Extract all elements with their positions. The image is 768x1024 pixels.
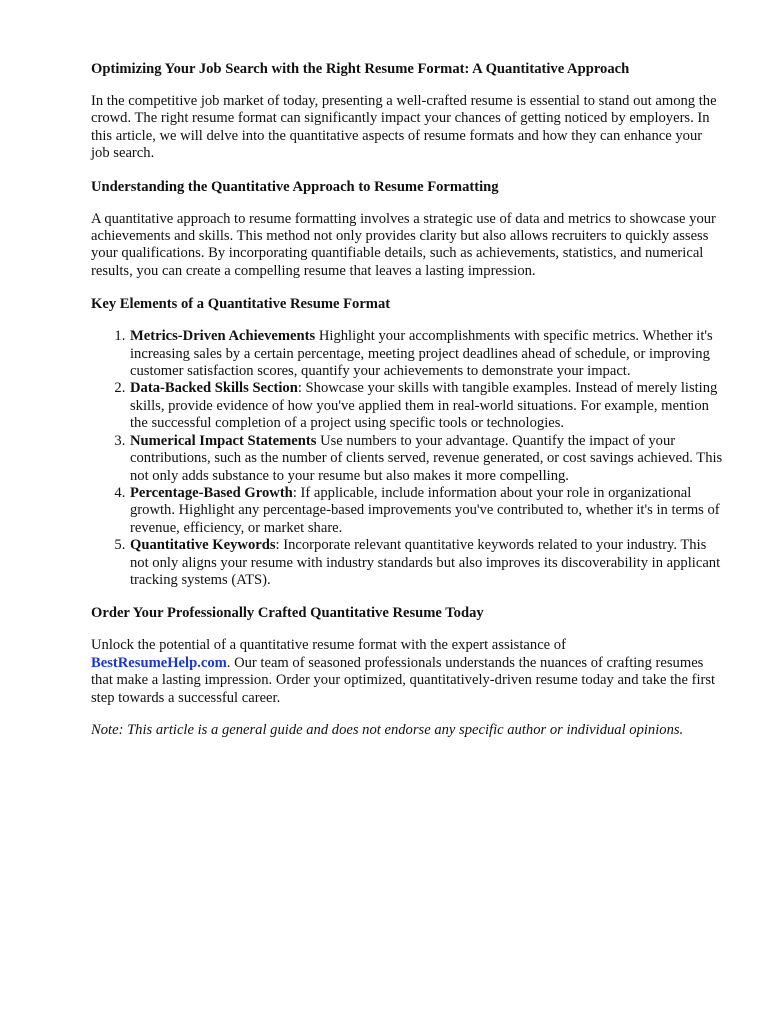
order-paragraph <box>91 637 723 707</box>
bestresumehelp-link[interactable]: BestResumeHelp.com <box>91 654 227 671</box>
intro-paragraph: In the competitive job market of today, presenting a well-crafted resume is essential to stand out among the crowd. The right resume format can significantly impact your chances of getting noticed by employers. In this article, we will delve into the quantitative aspects of resume formats and how they can enhance your job search. <box>91 93 717 162</box>
list-item-term: Data-Backed Skills Section <box>130 380 298 397</box>
list-item <box>129 433 723 485</box>
section-heading-key-elements: Key Elements of a Quantitative Resume Format <box>91 296 391 313</box>
list-item-term: Quantitative Keywords <box>130 537 276 554</box>
disclaimer-note: Note: This article is a general guide and does not endorse any specific author or individual opinions. <box>91 721 684 738</box>
list-item-text: : Incorporate relevant quantitative keywords related to your industry. This not only aligns your resume with industry standards but also improves its discoverability in applicant tracking systems (ATS). <box>130 537 721 588</box>
order-text-before-link: Unlock the potential of a quantitative resume format with the expert assistance of <box>91 637 566 654</box>
list-item-term: Numerical Impact Statements <box>130 432 317 449</box>
list-item-text: : If applicable, include information about your role in organizational growth. Highlight any percentage-based improvements you've contributed to, whether it's in terms of revenue, efficiency, or market share. <box>130 484 720 536</box>
list-item <box>129 380 723 432</box>
article-title: Optimizing Your Job Search with the Right Resume Format: A Quantitative Approach <box>91 61 630 77</box>
section-heading-understanding: Understanding the Quantitative Approach to Resume Formatting <box>91 178 499 195</box>
list-item-text: Highlight your accomplishments with specific metrics. Whether it's increasing sales by a certain percentage, meeting project deadlines ahead of schedule, or improving customer satisfaction scores, quantify your achievements to demonstrate your impact. <box>130 328 713 380</box>
understanding-paragraph: A quantitative approach to resume formatting involves a strategic use of data and metrics to showcase your achievements and skills. This method not only provides clarity but also allows recruiters to quickly assess your qualifications. By incorporating quantifiable details, such as achievements, statistics, and numerical results, you can create a compelling resume that leaves a lasting impression. <box>91 210 716 279</box>
list-item-term: Percentage-Based Growth <box>130 484 293 501</box>
list-item <box>129 485 723 537</box>
article <box>91 60 723 739</box>
list-item <box>129 537 723 589</box>
order-text-after-link: . Our team of seasoned professionals understands the nuances of crafting resumes that make a lasting impression. Order your optimized, quantitatively-driven resume today and take the first step towards a successful career. <box>91 654 716 706</box>
list-item-term: Metrics-Driven Achievements <box>130 328 316 345</box>
key-elements-list <box>91 328 723 589</box>
list-item-text: Use numbers to your advantage. Quantify the impact of your contributions, such as the number of clients served, revenue generated, or cost savings achieved. This not only adds substance to your resume but also makes it more compelling. <box>130 432 723 484</box>
section-heading-order: Order Your Professionally Crafted Quantitative Resume Today <box>91 605 484 622</box>
list-item <box>129 328 723 380</box>
list-item-text: : Showcase your skills with tangible examples. Instead of merely listing skills, provide evidence of how you've applied them in real-world situations. For example, mention the successful completion of a project using specific tools or technologies. <box>130 380 718 432</box>
